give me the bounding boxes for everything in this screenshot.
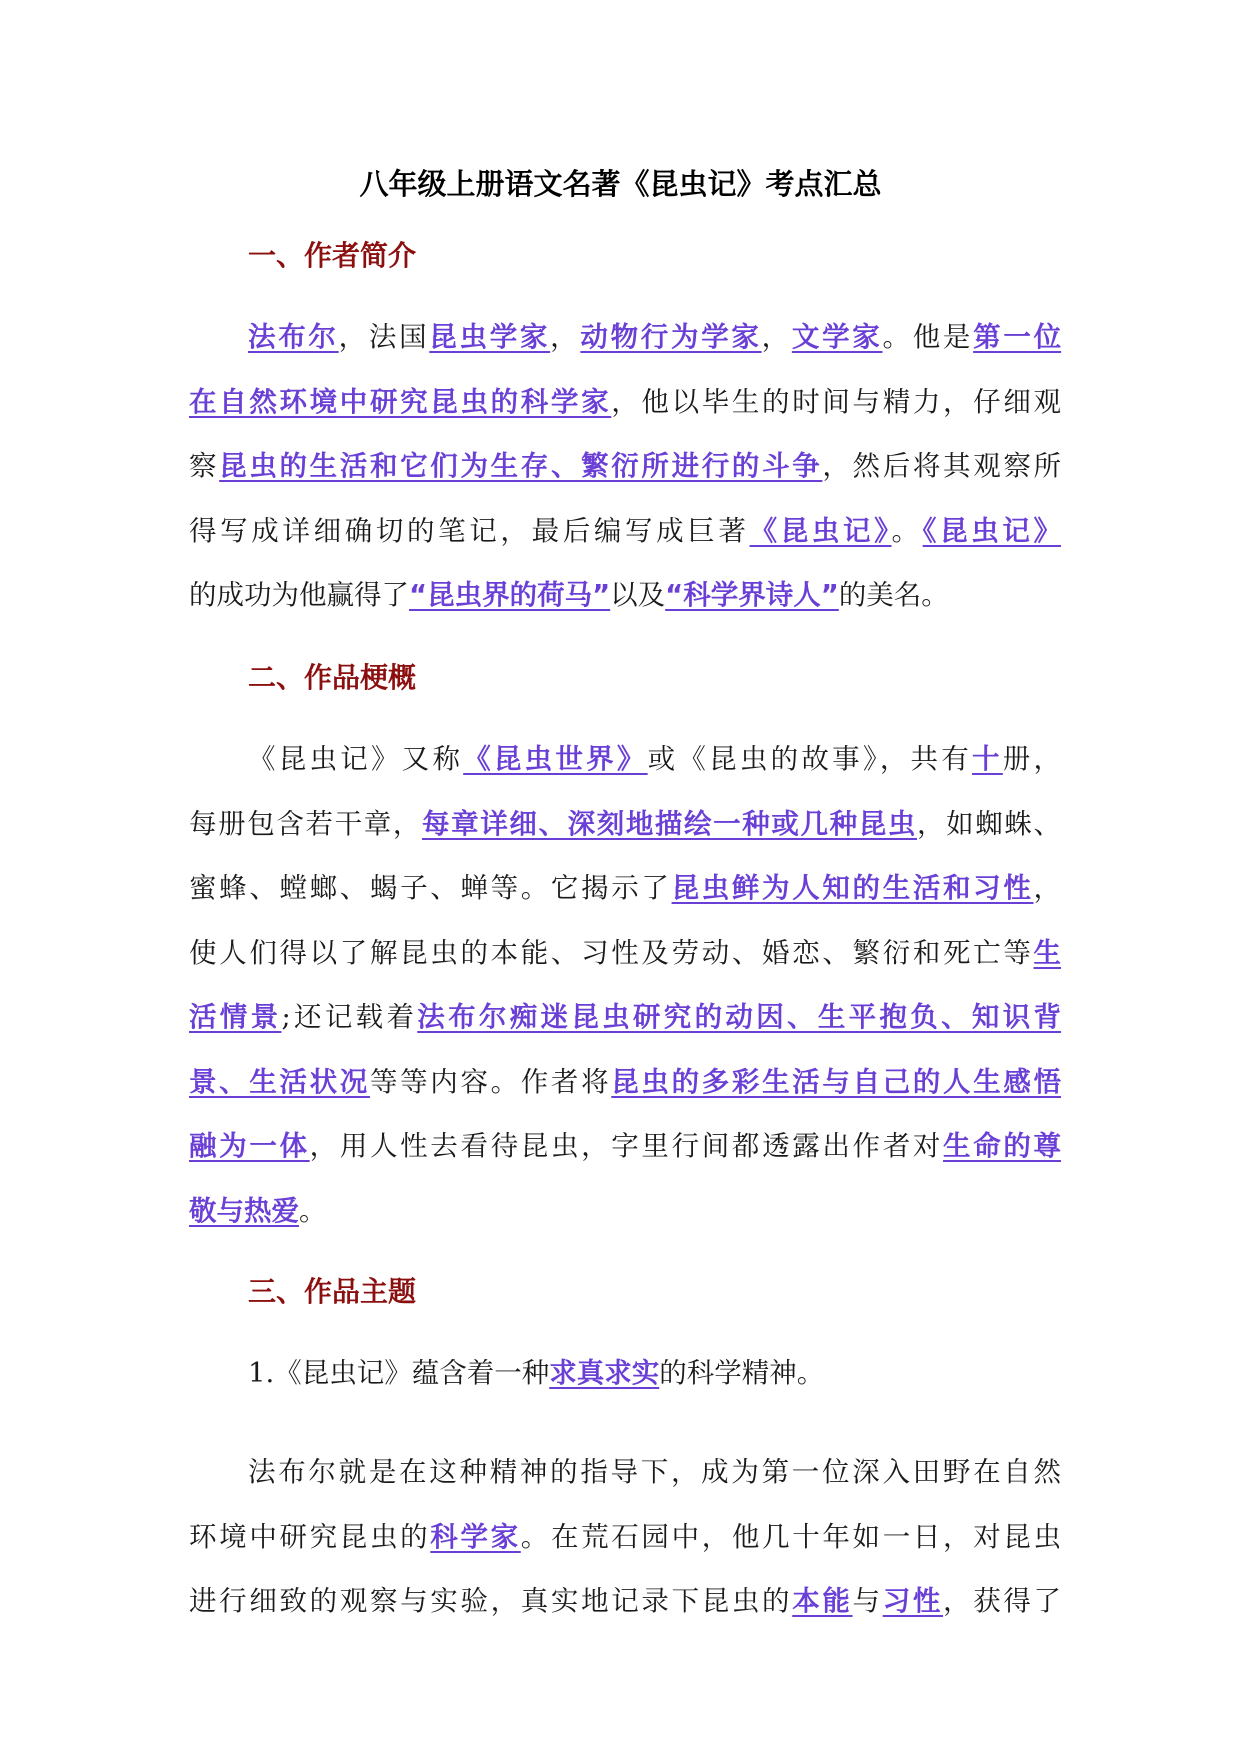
body-text: ，他以毕生的时间与精力，仔细观 bbox=[611, 385, 1061, 418]
highlight-text: “昆虫界的荷马” bbox=[409, 579, 611, 611]
highlight-text: 《昆虫记》 bbox=[749, 514, 892, 547]
body-text: ，然后将其观察所 bbox=[822, 450, 1062, 482]
body-text: 以及 bbox=[610, 579, 666, 611]
body-text: ;还记载着 bbox=[281, 1001, 418, 1033]
highlight-text: 活情景 bbox=[189, 1001, 282, 1033]
paragraph-theme-detail bbox=[189, 1440, 1061, 1634]
text-line bbox=[189, 985, 1061, 1050]
section-heading-author: 一、作者简介 bbox=[248, 239, 417, 272]
body-text: 册， bbox=[1002, 743, 1062, 775]
section-heading-theme: 三、作品主题 bbox=[248, 1275, 417, 1308]
text-line bbox=[189, 1179, 1061, 1244]
body-text: 环境中研究昆虫的 bbox=[189, 1520, 431, 1553]
body-text: 《昆虫记》又称 bbox=[248, 743, 464, 775]
body-text: 1.《昆虫记》蕴含着一种 bbox=[248, 1357, 550, 1389]
highlight-text: 生 bbox=[1033, 936, 1061, 969]
text-line bbox=[189, 1114, 1061, 1179]
highlight-text: 文学家 bbox=[791, 321, 883, 353]
body-text: ，获得了 bbox=[943, 1585, 1062, 1617]
body-text: ，如蜘蛛、 bbox=[917, 807, 1062, 840]
highlight-text: 本能 bbox=[792, 1585, 853, 1617]
text-line bbox=[189, 1505, 1061, 1570]
body-text: 蜜蜂、螳螂、蝎子、蝉等。它揭示了 bbox=[189, 872, 672, 904]
body-text: 法布尔就是在这种精神的指导下，成为第一位深入田野在自然 bbox=[248, 1456, 1061, 1488]
highlight-text: 在自然环境中研究昆虫的科学家 bbox=[189, 385, 612, 418]
body-text: 察 bbox=[189, 450, 220, 482]
highlight-text: 融为一体 bbox=[189, 1130, 310, 1162]
highlight-text: 昆虫鲜为人知的生活和习性 bbox=[671, 872, 1034, 904]
highlight-text: 第一位 bbox=[973, 321, 1062, 353]
body-text: 每册包含若干章， bbox=[189, 807, 422, 840]
highlight-text: 昆虫学家 bbox=[429, 321, 551, 353]
text-line bbox=[189, 727, 1061, 792]
highlight-text: 昆虫的生活和它们为生存、繁衍所进行的斗争 bbox=[219, 450, 823, 482]
highlight-text: 法布尔痴迷昆虫研究的动因、生平抱负、知识背 bbox=[417, 1001, 1062, 1033]
highlight-text: 生命的尊 bbox=[943, 1130, 1062, 1162]
text-line bbox=[189, 792, 1061, 857]
body-text: ，法国 bbox=[338, 321, 430, 353]
paragraph-author-intro bbox=[189, 305, 1061, 628]
highlight-text: 《昆虫世界》 bbox=[463, 743, 648, 775]
body-text: 等等内容。作者将 bbox=[369, 1065, 612, 1098]
highlight-text: 昆虫的多彩生活与自己的人生感悟 bbox=[611, 1065, 1062, 1098]
highlight-text: 十 bbox=[972, 743, 1003, 775]
body-text: 的科学精神。 bbox=[659, 1357, 825, 1389]
text-line bbox=[189, 370, 1061, 435]
body-text: 的成功为他赢得了 bbox=[189, 579, 409, 611]
body-text: ， bbox=[550, 321, 581, 353]
body-text: 的美名。 bbox=[838, 579, 949, 611]
highlight-text: 求真求实 bbox=[549, 1357, 660, 1389]
text-line bbox=[189, 1440, 1061, 1505]
text-line bbox=[189, 434, 1061, 499]
highlight-text: 法布尔 bbox=[248, 321, 339, 353]
text-line bbox=[189, 563, 1061, 628]
highlight-text: 每章详细、深刻地描绘一种或几种昆虫 bbox=[421, 807, 918, 840]
highlight-text: “科学界诗人” bbox=[665, 579, 839, 611]
highlight-text: 景、生活状况 bbox=[189, 1065, 370, 1098]
text-line bbox=[189, 1569, 1061, 1634]
body-text: ， bbox=[761, 321, 792, 353]
highlight-text: 科学家 bbox=[430, 1520, 521, 1553]
body-text: ， bbox=[1033, 872, 1062, 904]
body-text: 。 bbox=[299, 1194, 327, 1227]
highlight-text: 动物行为学家 bbox=[580, 321, 762, 353]
body-text: 或《昆虫的故事》，共有 bbox=[647, 743, 973, 775]
body-text: 与 bbox=[852, 1585, 883, 1617]
highlight-text: 敬与热爱 bbox=[189, 1194, 299, 1227]
section-heading-summary: 二、作品梗概 bbox=[248, 661, 417, 694]
text-line bbox=[189, 499, 1061, 564]
text-line bbox=[189, 305, 1061, 370]
body-text: 进行细致的观察与实验，真实地记录下昆虫的 bbox=[189, 1585, 793, 1617]
highlight-text: 习性 bbox=[882, 1585, 944, 1617]
text-line bbox=[189, 1341, 1061, 1406]
body-text: 使人们得以了解昆虫的本能、习性及劳动、婚恋、繁衍和死亡等 bbox=[189, 936, 1034, 969]
body-text: 得写成详细确切的笔记，最后编写成巨著 bbox=[189, 514, 750, 547]
body-text: ，用人性去看待昆虫，字里行间都透露出作者对 bbox=[309, 1130, 944, 1162]
body-text: 。 bbox=[891, 514, 923, 547]
body-text: 。在荒石园中，他几十年如一日，对昆虫 bbox=[520, 1520, 1062, 1553]
highlight-text: 《昆虫记》 bbox=[922, 514, 1062, 547]
paragraph-summary bbox=[189, 727, 1061, 1243]
text-line bbox=[189, 1050, 1061, 1115]
document-title: 八年级上册语文名著《昆虫记》考点汇总 bbox=[359, 167, 882, 201]
paragraph-theme-point bbox=[189, 1341, 1061, 1406]
text-line bbox=[189, 856, 1061, 921]
body-text: 。他是 bbox=[882, 321, 974, 353]
text-line bbox=[189, 921, 1061, 986]
